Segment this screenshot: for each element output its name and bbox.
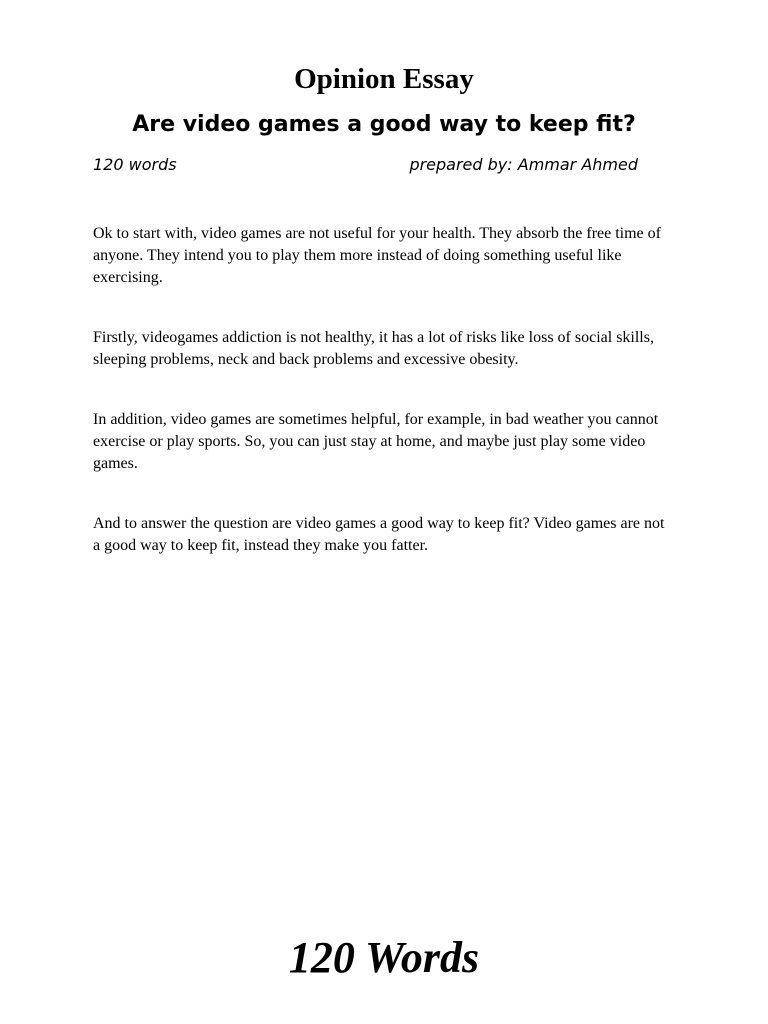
paragraph-conclusion: And to answer the question are video games a good way to keep fit? Video games are not a good way to keep fit, instead they make you fatter. — [93, 515, 665, 554]
page-title: Opinion Essay — [294, 63, 474, 96]
author-label: prepared by: Ammar Ahmed — [409, 155, 638, 174]
paragraph-firstly: Firstly, videogames addiction is not healthy, it has a lot of risks like loss of social skills, sleeping problems, neck and back problems and excessive obesity. — [93, 329, 654, 368]
essay-question: Are video games a good way to keep fit? — [132, 112, 636, 138]
paragraph-intro: Ok to start with, video games are not useful for your health. They absorb the free time of anyone. They intend you to play them more instead of doing something useful like exercising. — [93, 225, 661, 286]
essay-meta — [93, 153, 638, 177]
essay-body — [93, 223, 673, 595]
paragraph-addition: In addition, video games are sometimes helpful, for example, in bad weather you cannot exercise or play sports. So, you can just stay at home, and maybe just play some video games. — [93, 411, 659, 472]
footer-caption: 120 Words — [288, 933, 480, 982]
word-count-label: 120 words — [93, 155, 177, 174]
